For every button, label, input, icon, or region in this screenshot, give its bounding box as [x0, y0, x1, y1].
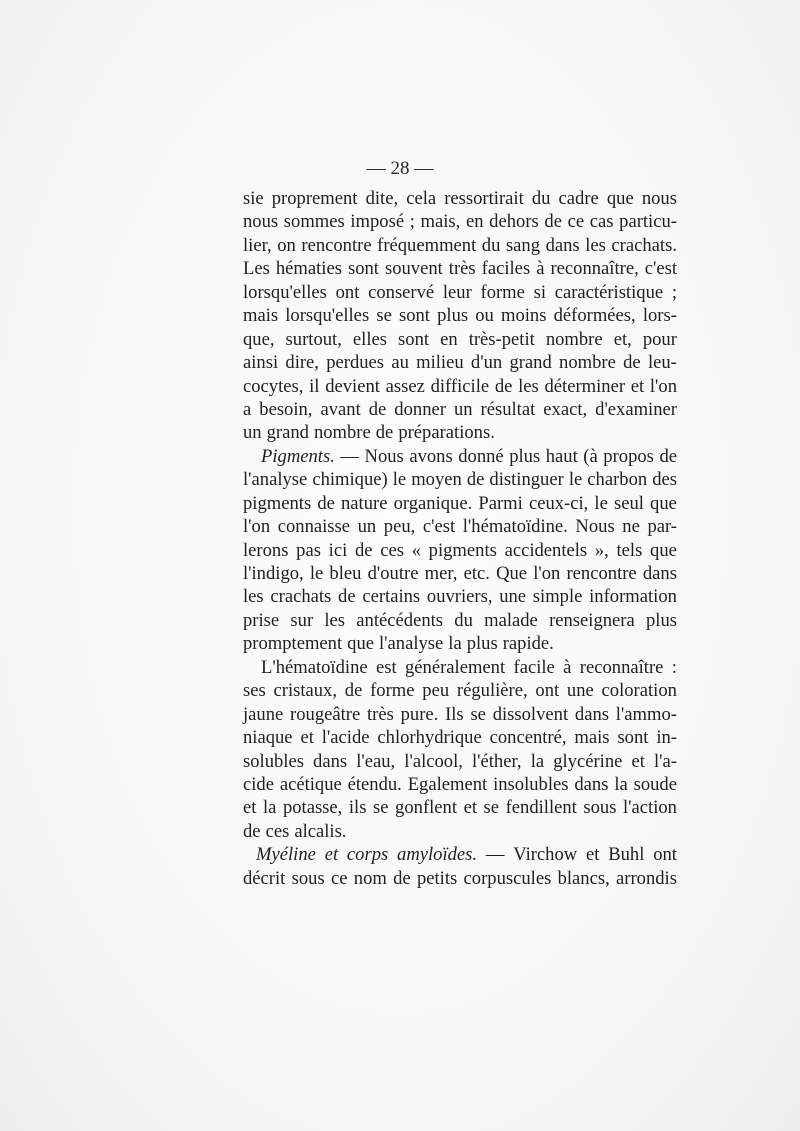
- word: déterminer: [544, 375, 626, 397]
- word: un: [243, 422, 262, 444]
- text-line: [243, 421, 677, 444]
- word: à: [563, 656, 572, 678]
- word: ainsi: [243, 352, 279, 374]
- word: sont: [347, 258, 379, 280]
- word: et: [463, 797, 477, 819]
- word: l'eau,: [356, 750, 396, 772]
- word: peu: [422, 680, 450, 702]
- word: en: [465, 211, 484, 233]
- word: fendillent: [505, 797, 577, 819]
- word: tels: [616, 539, 643, 561]
- text-line: [243, 492, 677, 515]
- word: de: [659, 445, 677, 467]
- word: Que: [496, 563, 528, 584]
- word: ici: [328, 539, 348, 561]
- text-line: [243, 562, 677, 585]
- word: l'analyse: [243, 469, 308, 491]
- word: faciles: [481, 258, 531, 280]
- word: à: [536, 258, 545, 280]
- word: se: [373, 797, 389, 819]
- word: besoin,: [259, 398, 313, 420]
- word: se: [470, 703, 486, 725]
- word: nature: [341, 492, 388, 514]
- word: ceux-ci,: [528, 492, 589, 514]
- word: pure.: [400, 703, 439, 725]
- word: organique.: [393, 492, 473, 514]
- word: ses: [243, 680, 266, 702]
- word: sont: [398, 328, 430, 350]
- word: du: [481, 234, 501, 256]
- word: dans: [574, 773, 609, 795]
- word: un: [357, 516, 377, 538]
- word: dehors: [489, 211, 539, 233]
- word: ne: [622, 516, 640, 538]
- word: plus: [646, 609, 677, 631]
- word: et: [586, 844, 600, 866]
- text-line: [243, 820, 677, 843]
- word: cadre: [558, 188, 599, 209]
- text-line: [243, 773, 677, 796]
- word: l'acide: [321, 727, 370, 749]
- word: pigments: [243, 492, 312, 514]
- word: cide: [243, 773, 274, 795]
- word: l'hématoïdine.: [462, 516, 568, 538]
- word: de: [338, 586, 356, 608]
- word: pas: [296, 539, 321, 561]
- word: alcalis.: [294, 820, 347, 842]
- text-line: [243, 750, 677, 773]
- word: plus: [466, 633, 498, 655]
- word: Buhl: [608, 844, 645, 866]
- word: l'éther,: [472, 750, 522, 772]
- word: promptement: [243, 633, 343, 655]
- word: arrondis: [616, 867, 677, 889]
- word: proprement: [271, 188, 358, 209]
- text-line: [243, 328, 677, 351]
- word: Egalement: [407, 773, 488, 795]
- word: par-: [647, 516, 677, 538]
- word: est: [375, 656, 397, 678]
- word: c'est: [644, 258, 677, 280]
- text-line: [243, 351, 677, 374]
- text-line: [243, 656, 677, 679]
- word: avant: [320, 398, 361, 420]
- word: grand: [509, 352, 552, 374]
- word: de: [243, 820, 261, 842]
- word: de: [375, 422, 394, 444]
- word: le: [392, 469, 407, 491]
- word: simple: [532, 586, 583, 608]
- word: surtout,: [285, 328, 342, 350]
- word: L'hématoïdine: [261, 656, 368, 678]
- text-line: [243, 210, 677, 233]
- word: l'indigo,: [243, 563, 304, 584]
- word: sont: [617, 727, 649, 749]
- word: dans: [642, 563, 677, 584]
- word: ;: [409, 211, 415, 233]
- word: peu,: [383, 516, 416, 538]
- word: le: [309, 563, 324, 584]
- word: Les: [243, 258, 270, 280]
- word: propos: [603, 445, 654, 467]
- word: reconnaître,: [550, 258, 639, 280]
- section-heading-myeline: [243, 843, 677, 866]
- word: préparations.: [398, 422, 495, 444]
- word: de: [466, 469, 485, 491]
- word: l'a-: [654, 750, 677, 772]
- word: résultat: [480, 398, 536, 420]
- word: sommes: [283, 211, 345, 233]
- word: lors-: [642, 305, 677, 327]
- word: de: [354, 539, 373, 561]
- word: Virchow: [513, 844, 578, 866]
- word: décrit: [243, 867, 286, 889]
- text-line: [243, 515, 677, 538]
- word: très-petit: [468, 328, 535, 350]
- word: ces: [265, 820, 290, 842]
- word: pour: [642, 328, 677, 350]
- word: l'on: [649, 375, 677, 397]
- word: le: [568, 469, 583, 491]
- word: malade: [484, 609, 538, 631]
- word: ce: [330, 867, 348, 889]
- word: charbon: [587, 469, 648, 491]
- word: très: [448, 258, 476, 280]
- word: ont: [535, 680, 560, 702]
- word: souvent: [384, 258, 443, 280]
- word: nom: [353, 867, 387, 889]
- word: difficile: [430, 375, 490, 397]
- word: l'ammo-: [615, 703, 677, 725]
- word: cela: [406, 188, 437, 209]
- word: certains: [362, 586, 421, 608]
- word: mais,: [420, 211, 461, 233]
- word: jaune: [243, 703, 284, 725]
- word: très: [367, 703, 394, 725]
- word: et: [324, 844, 339, 866]
- word: du: [454, 609, 473, 631]
- section-heading-pigments: [243, 445, 677, 468]
- word: de: [623, 352, 641, 374]
- word: on: [277, 234, 296, 256]
- word: un: [453, 398, 473, 420]
- word: chlorhydrique: [377, 727, 482, 749]
- word: Nous: [364, 445, 404, 467]
- word: dite,: [365, 188, 399, 209]
- word: ont: [335, 281, 360, 303]
- word: donner: [394, 398, 446, 420]
- word: crachats: [270, 586, 332, 608]
- text-line: [243, 796, 677, 819]
- word: que: [347, 633, 375, 655]
- word: ou: [475, 305, 494, 327]
- word: moins: [500, 305, 547, 327]
- word: en: [440, 328, 458, 350]
- word: nombre: [559, 352, 616, 374]
- word: ouvriers,: [426, 586, 493, 608]
- word: nombre: [545, 328, 603, 350]
- word: facile: [513, 656, 555, 678]
- word: l'alcool,: [404, 750, 463, 772]
- word: une: [566, 680, 594, 702]
- word: de: [344, 680, 363, 702]
- word: déformées,: [553, 305, 636, 327]
- word: »,: [594, 539, 609, 561]
- word: reconnaître: [579, 656, 664, 678]
- text-line: [243, 679, 677, 702]
- word: accidentels: [504, 539, 588, 561]
- word: que: [650, 539, 677, 561]
- word: gonflent: [395, 797, 458, 819]
- word: rencontre: [301, 234, 372, 256]
- word: distinguer: [489, 469, 564, 491]
- word: Nous: [575, 516, 615, 538]
- word: de: [317, 492, 335, 514]
- word: cristaux,: [273, 680, 338, 702]
- word: renseignera: [549, 609, 635, 631]
- word: une: [499, 586, 527, 608]
- word: antécédents: [356, 609, 444, 631]
- word: chimique): [312, 469, 388, 491]
- word: nombre: [313, 422, 371, 444]
- text-line: [243, 609, 677, 632]
- word: rencontre: [566, 563, 637, 584]
- word: —: [485, 844, 505, 866]
- word: grand: [266, 422, 309, 444]
- text-line: [243, 281, 677, 304]
- word: dans: [574, 703, 609, 725]
- text-line: [243, 867, 677, 890]
- word: ils: [348, 797, 367, 819]
- word: dire,: [285, 352, 319, 374]
- word: soude: [633, 773, 677, 795]
- word: conservé: [368, 281, 435, 303]
- word: ont: [653, 844, 677, 866]
- word: le: [594, 492, 608, 514]
- word: lorsqu'elles: [243, 281, 327, 303]
- word: Myéline: [256, 844, 316, 866]
- word: sous: [583, 797, 617, 819]
- word: de: [494, 375, 513, 397]
- word: de: [368, 398, 387, 420]
- word: haut: [545, 445, 578, 467]
- word: mais: [574, 727, 610, 749]
- word: si: [533, 281, 547, 303]
- word: fréquemment: [377, 234, 477, 256]
- word: mais: [243, 305, 279, 327]
- word: ces: [380, 539, 404, 561]
- word: assez: [385, 375, 425, 397]
- word: pigments: [428, 539, 497, 561]
- word: prise: [243, 609, 280, 631]
- word: petits: [416, 867, 458, 889]
- word: que: [606, 188, 634, 209]
- word: ;: [671, 281, 677, 303]
- word: se: [376, 305, 392, 327]
- word: plus: [437, 305, 469, 327]
- word: «: [411, 539, 421, 561]
- word: etc.: [463, 563, 490, 584]
- word: acétique: [279, 773, 342, 795]
- word: dissolvent: [492, 703, 569, 725]
- word: in-: [656, 727, 677, 749]
- word: d'outre: [367, 563, 419, 584]
- word: bleu: [329, 563, 362, 584]
- word: blancs,: [557, 867, 610, 889]
- word: lorsqu'elles: [285, 305, 370, 327]
- word: et,: [613, 328, 632, 350]
- text-line: [243, 468, 677, 491]
- word: que,: [243, 328, 275, 350]
- body-text: [243, 187, 677, 890]
- word: d'examiner: [595, 398, 677, 420]
- word: rapide.: [502, 633, 554, 655]
- word: les: [324, 609, 346, 631]
- word: rougeâtre: [290, 703, 361, 725]
- word: au: [391, 352, 409, 374]
- text-line: [243, 375, 677, 398]
- word: insolubles: [493, 773, 569, 795]
- word: Ils: [445, 703, 464, 725]
- word: la: [262, 797, 277, 819]
- word: du: [531, 188, 551, 209]
- word: l'action: [623, 797, 677, 819]
- word: —: [340, 445, 359, 467]
- word: des: [652, 469, 677, 491]
- word: les: [518, 375, 539, 397]
- word: sie: [243, 188, 264, 209]
- word: forme: [480, 281, 525, 303]
- word: sont: [398, 305, 430, 327]
- word: leu-: [647, 352, 677, 374]
- text-line: [243, 539, 677, 562]
- word: milieu: [416, 352, 464, 374]
- word: que: [650, 492, 677, 514]
- word: sur: [290, 609, 314, 631]
- word: étendu.: [347, 773, 402, 795]
- word: leur: [442, 281, 472, 303]
- text-line: [243, 726, 677, 749]
- text-line: [243, 585, 677, 608]
- word: perdues: [326, 352, 385, 374]
- word: dans: [545, 234, 580, 256]
- word: forme: [370, 680, 415, 702]
- word: les: [243, 586, 264, 608]
- word: Parmi: [478, 492, 523, 514]
- word: lier,: [243, 234, 272, 256]
- word: coloration: [601, 680, 677, 702]
- word: ressortirait: [444, 188, 524, 209]
- word: ce: [567, 211, 585, 233]
- text-line: [243, 187, 677, 210]
- word: se: [483, 797, 500, 819]
- word: hématies: [275, 258, 342, 280]
- word: concentré,: [489, 727, 567, 749]
- word: niaque: [243, 727, 293, 749]
- word: information: [589, 586, 677, 608]
- word: l'analyse: [379, 633, 444, 655]
- word: seul: [613, 492, 644, 514]
- word: amyloïdes.: [397, 844, 478, 866]
- word: cas: [589, 211, 614, 233]
- word: (à: [583, 445, 598, 467]
- word: régulière,: [456, 680, 528, 702]
- word: moyen: [411, 469, 462, 491]
- word: l'on: [243, 516, 271, 538]
- word: c'est: [422, 516, 456, 538]
- word: a: [243, 398, 252, 420]
- word: donné: [458, 445, 504, 467]
- word: corpuscules: [463, 867, 552, 889]
- word: corps: [346, 844, 389, 866]
- word: devient: [325, 375, 380, 397]
- text-line: [243, 632, 677, 655]
- word: il: [309, 375, 320, 397]
- word: potasse,: [282, 797, 343, 819]
- word: nous: [641, 188, 677, 209]
- word: :: [671, 656, 677, 678]
- word: la: [530, 750, 545, 772]
- word: Pigments.: [261, 445, 335, 467]
- page-number: — 28 —: [366, 158, 434, 179]
- text-line: [243, 234, 677, 257]
- word: elles: [352, 328, 387, 350]
- word: particu-: [619, 211, 677, 233]
- word: les: [585, 234, 606, 256]
- text-line: [243, 398, 677, 421]
- word: et: [243, 797, 257, 819]
- text-line: [243, 703, 677, 726]
- word: crachats.: [611, 234, 677, 256]
- word: imposé: [350, 211, 405, 233]
- word: cocytes,: [243, 375, 304, 397]
- word: et: [631, 750, 645, 772]
- text-line: [243, 304, 677, 327]
- word: connaisse: [277, 516, 351, 538]
- word: sous: [291, 867, 325, 889]
- word: la: [614, 773, 628, 795]
- word: lerons: [243, 539, 289, 561]
- word: l'on: [533, 563, 561, 584]
- word: exact,: [543, 398, 588, 420]
- word: la: [448, 633, 462, 655]
- text-line: [243, 257, 677, 280]
- word: mer,: [424, 563, 458, 584]
- word: de: [393, 867, 411, 889]
- word: caractéristique: [554, 281, 664, 303]
- word: avons: [409, 445, 453, 467]
- word: plus: [509, 445, 541, 467]
- word: et: [300, 727, 314, 749]
- word: nous: [243, 211, 279, 233]
- word: dans: [313, 750, 348, 772]
- word: solubles: [243, 750, 304, 772]
- word: glycérine: [553, 750, 623, 772]
- word: de: [544, 211, 562, 233]
- word: et: [630, 375, 645, 397]
- word: généralement: [405, 656, 506, 678]
- word: sang: [505, 234, 541, 256]
- word: d'un: [470, 352, 503, 374]
